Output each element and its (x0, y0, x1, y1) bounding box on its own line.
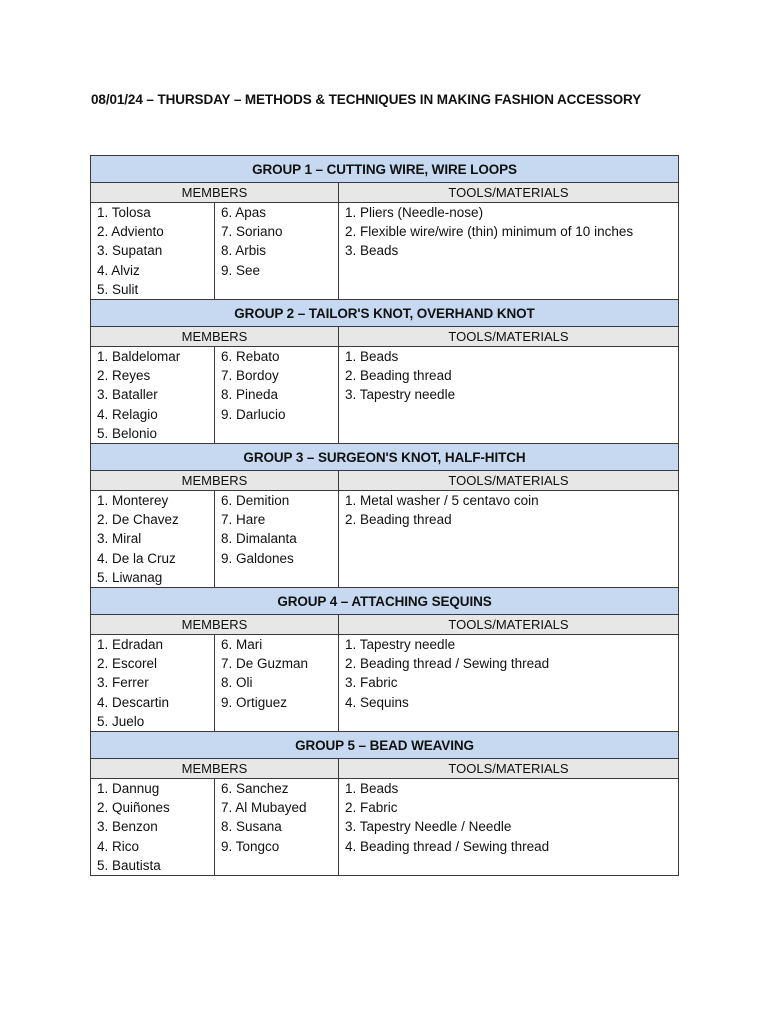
list-item: 4. De la Cruz (97, 550, 176, 566)
schedule-body (91, 156, 679, 876)
group-schedule-table (90, 155, 679, 876)
members-column-2-list (221, 779, 338, 856)
list-item: 1. Pliers (Needle-nose) (345, 205, 484, 220)
group-content-row (91, 635, 679, 732)
column-header-row (91, 183, 679, 203)
list-item: 1. Beads (345, 781, 399, 797)
list-item: 6. Mari (221, 637, 263, 653)
tools-header: TOOLS/MATERIALS (339, 183, 679, 203)
tools-column (339, 491, 679, 588)
group-title: GROUP 3 – SURGEON'S KNOT, HALF-HITCH (91, 444, 679, 471)
group-title: GROUP 5 – BEAD WEAVING (91, 732, 679, 759)
group-title-row (91, 156, 679, 183)
group-content-row (91, 347, 679, 444)
list-item: 2. De Chavez (97, 512, 179, 528)
tools-column (339, 347, 679, 444)
list-item: 3. Benzon (97, 819, 158, 835)
list-item: 3. Fabric (345, 675, 398, 691)
tools-header: TOOLS/MATERIALS (339, 615, 679, 635)
list-item: 2. Flexible wire/wire (thin) minimum of 10 inches (345, 224, 634, 240)
members-column-1 (91, 203, 215, 300)
list-item: 3. Miral (97, 531, 142, 547)
tools-column-list (345, 779, 678, 856)
list-item: 8. Susana (221, 819, 282, 835)
list-item: 8. Pineda (221, 387, 279, 403)
members-column-1-list (97, 203, 214, 299)
list-item: 2. Beading thread (345, 512, 452, 528)
group-content-row (91, 203, 679, 300)
list-item: 2. Beading thread / Sewing thread (345, 656, 550, 672)
list-item: 3. Tapestry Needle / Needle (345, 819, 512, 835)
members-column-1-list (97, 347, 214, 443)
list-item: 9. Ortiguez (221, 694, 288, 710)
members-header: MEMBERS (91, 327, 339, 347)
list-item: 3. Ferrer (97, 675, 149, 691)
members-column-1-list (97, 635, 214, 731)
column-header-row (91, 471, 679, 491)
page-title: 08/01/24 – THURSDAY – METHODS & TECHNIQUES IN MAKING FASHION ACCESSORY (91, 92, 642, 107)
members-header: MEMBERS (91, 615, 339, 635)
list-item: 2. Adviento (97, 224, 164, 240)
tools-header: TOOLS/MATERIALS (339, 759, 679, 779)
group-title-row (91, 588, 679, 615)
group-title-row (91, 444, 679, 471)
list-item: 8. Arbis (221, 243, 267, 259)
list-item: 6. Apas (221, 205, 267, 220)
group-title: GROUP 2 – TAILOR'S KNOT, OVERHAND KNOT (91, 300, 679, 327)
list-item: 4. Alviz (97, 262, 140, 278)
members-column-2 (215, 779, 339, 876)
group-title: GROUP 1 – CUTTING WIRE, WIRE LOOPS (91, 156, 679, 183)
list-item: 6. Demition (221, 493, 290, 509)
list-item: 1. Edradan (97, 637, 164, 653)
list-item: 4. Relagio (97, 406, 158, 422)
column-header-row (91, 759, 679, 779)
list-item: 7. Bordoy (221, 368, 279, 384)
group-title-row (91, 732, 679, 759)
list-item: 4. Descartin (97, 694, 170, 710)
list-item: 5. Belonio (97, 425, 158, 441)
list-item: 5. Sulit (97, 281, 139, 297)
list-item: 1. Monterey (97, 493, 169, 509)
members-header: MEMBERS (91, 759, 339, 779)
list-item: 2. Escorel (97, 656, 158, 672)
tools-header: TOOLS/MATERIALS (339, 471, 679, 491)
list-item: 8. Oli (221, 675, 253, 691)
members-column-2-list (221, 635, 338, 712)
group-title-row (91, 300, 679, 327)
list-item: 1. Baldelomar (97, 349, 181, 365)
list-item: 2. Beading thread (345, 368, 452, 384)
list-item: 2. Fabric (345, 800, 398, 816)
members-column-2-list (221, 203, 338, 280)
group-content-row (91, 491, 679, 588)
list-item: 7. De Guzman (221, 656, 309, 672)
tools-header: TOOLS/MATERIALS (339, 327, 679, 347)
members-column-2 (215, 635, 339, 732)
tools-column-list (345, 203, 678, 261)
members-header: MEMBERS (91, 471, 339, 491)
column-header-row (91, 615, 679, 635)
group-content-row (91, 779, 679, 876)
list-item: 7. Soriano (221, 224, 283, 240)
tools-column (339, 203, 679, 300)
list-item: 9. See (221, 262, 261, 278)
members-column-1 (91, 347, 215, 444)
list-item: 3. Bataller (97, 387, 158, 403)
list-item: 9. Galdones (221, 550, 294, 566)
tools-column (339, 635, 679, 732)
members-column-1-list (97, 779, 214, 875)
list-item: 5. Juelo (97, 713, 145, 729)
list-item: 1. Beads (345, 349, 399, 365)
tools-column-list (345, 635, 678, 712)
members-column-1-list (97, 491, 214, 587)
list-item: 3. Beads (345, 243, 399, 259)
members-column-2 (215, 347, 339, 444)
list-item: 7. Hare (221, 512, 266, 528)
tools-column (339, 779, 679, 876)
list-item: 1. Tolosa (97, 205, 151, 220)
list-item: 1. Tapestry needle (345, 637, 456, 653)
list-item: 3. Supatan (97, 243, 163, 259)
members-column-2-list (221, 347, 338, 424)
list-item: 4. Beading thread / Sewing thread (345, 838, 550, 854)
list-item: 1. Metal washer / 5 centavo coin (345, 493, 539, 509)
list-item: 5. Bautista (97, 857, 161, 873)
list-item: 4. Rico (97, 838, 140, 854)
column-header-row (91, 327, 679, 347)
members-column-1 (91, 779, 215, 876)
list-item: 2. Quiñones (97, 800, 170, 816)
members-column-1 (91, 491, 215, 588)
list-item: 9. Darlucio (221, 406, 286, 422)
members-column-2 (215, 203, 339, 300)
list-item: 9. Tongco (221, 838, 280, 854)
list-item: 2. Reyes (97, 368, 151, 384)
list-item: 6. Sanchez (221, 781, 289, 797)
list-item: 4. Sequins (345, 694, 409, 710)
list-item: 6. Rebato (221, 349, 280, 365)
list-item: 5. Liwanag (97, 569, 163, 585)
group-title: GROUP 4 – ATTACHING SEQUINS (91, 588, 679, 615)
tools-column-list (345, 347, 678, 405)
list-item: 1. Dannug (97, 781, 160, 797)
list-item: 8. Dimalanta (221, 531, 297, 547)
tools-column-list (345, 491, 678, 529)
members-column-2-list (221, 491, 338, 568)
list-item: 7. Al Mubayed (221, 800, 307, 816)
members-column-1 (91, 635, 215, 732)
members-column-2 (215, 491, 339, 588)
list-item: 3. Tapestry needle (345, 387, 456, 403)
members-header: MEMBERS (91, 183, 339, 203)
